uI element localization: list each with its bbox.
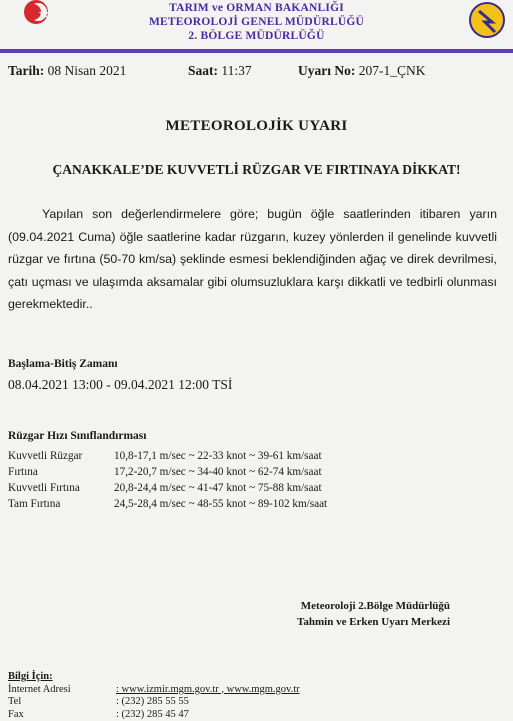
phone-value: : (232) 285 55 55 (116, 696, 189, 707)
contact-heading: Bilgi İçin: (8, 671, 53, 684)
wind-class-name: Fırtına (8, 466, 38, 478)
wind-class-value: 17,2-20,7 m/sec ~ 34-40 knot ~ 62-74 km/saat (114, 466, 322, 478)
wind-class-value: 10,8-17,1 m/sec ~ 22-33 knot ~ 39-61 km/saat (114, 450, 322, 462)
contact-key: Tel (8, 696, 21, 707)
signature-office: Meteoroloji 2.Bölge Müdürlüğü (240, 600, 450, 612)
page-title: METEOROLOJİK UYARI (0, 118, 513, 135)
wind-class-name: Tam Fırtına (8, 498, 60, 510)
warning-number-info (298, 63, 426, 79)
directorate-name: METEOROLOJİ GENEL MÜDÜRLÜĞÜ (0, 16, 513, 28)
contact-block (8, 671, 53, 721)
period-heading: Başlama-Bitiş Zamanı (8, 358, 118, 370)
date-info (8, 63, 126, 79)
period-value: 08.04.2021 13:00 - 09.04.2021 12:00 TSİ (8, 377, 232, 393)
contact-row (8, 709, 53, 721)
contact-key: Fax (8, 709, 24, 720)
classification-heading: Rüzgar Hızı Sınıflandırması (8, 430, 146, 442)
website-link[interactable]: : www.izmir.mgm.gov.tr , www.mgm.gov.tr (116, 684, 300, 695)
wind-class-name: Kuvvetli Rüzgar (8, 450, 82, 462)
contact-key: İnternet Adresi (8, 684, 71, 695)
wind-class-value: 24,5-28,4 m/sec ~ 48-55 knot ~ 89-102 km/saat (114, 498, 327, 510)
wind-class-value: 20,8-24,4 m/sec ~ 41-47 knot ~ 75-88 km/saat (114, 482, 322, 494)
warning-label: Uyarı No: (298, 63, 355, 78)
mgm-logo (466, 0, 508, 40)
ministry-name: TARIM ve ORMAN BAKANLIĞI (0, 2, 513, 14)
warning-subtitle: ÇANAKKALE’DE KUVVETLİ RÜZGAR VE FIRTINAYA DİKKAT! (0, 162, 513, 178)
region-name: 2. BÖLGE MÜDÜRLÜĞÜ (0, 30, 513, 42)
date-label: Tarih: (8, 63, 44, 78)
contact-row (8, 684, 53, 697)
warning-body: Yapılan son değerlendirmelere göre; bugün öğle saatlerinden itibaren yarın (09.04.2021 Cuma) öğle saatlerine kadar rüzgarın, kuzey yönlerden il genelinde kuvvetli rüzgar ve fırtına (50-70 km/sa) şeklinde esmesi beklendiğinden ağaç ve direk devrilmesi, çatı uçması ve ulaşımda aksamalar gibi olumsuzluklara karşı dikkatli ve tedbirli olunması gerekmektedir.. (8, 203, 497, 316)
fax-value: : (232) 285 45 47 (116, 709, 189, 720)
contact-row (8, 696, 53, 709)
header-divider (0, 49, 513, 53)
signature-center: Tahmin ve Erken Uyarı Merkezi (240, 616, 450, 628)
warning-value: 207-1_ÇNK (359, 63, 426, 78)
time-label: Saat: (188, 63, 218, 78)
time-value: 11:37 (221, 63, 251, 78)
time-info (188, 63, 252, 79)
wind-class-name: Kuvvetli Fırtına (8, 482, 80, 494)
date-value: 08 Nisan 2021 (48, 63, 127, 78)
